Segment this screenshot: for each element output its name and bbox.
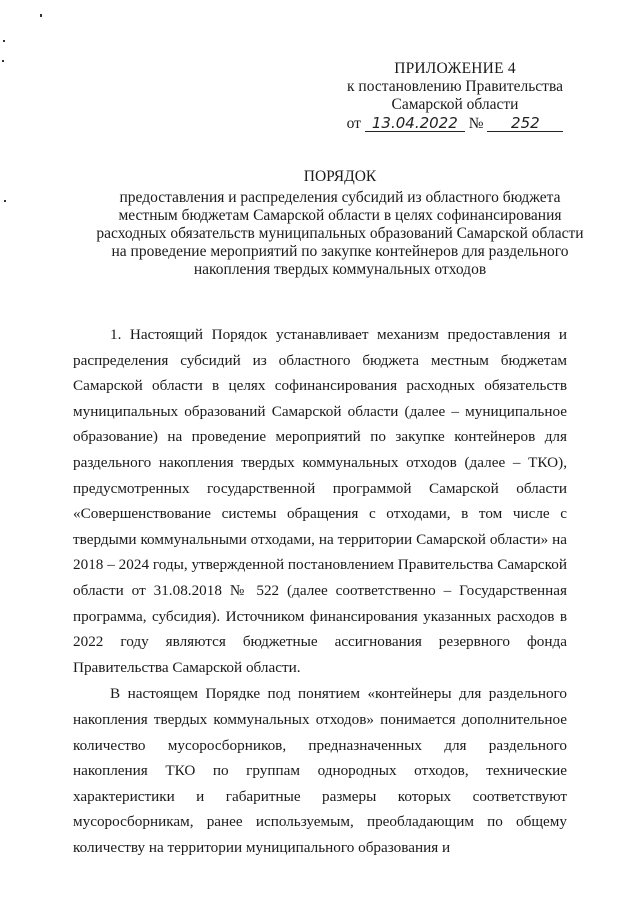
scan-mark [4, 200, 6, 202]
number-prefix: № [468, 115, 484, 132]
scan-mark [40, 14, 42, 17]
appendix-heading: ПРИЛОЖЕНИЕ 4 [394, 60, 516, 77]
date-prefix: от [346, 115, 361, 132]
handwritten-date: 13.04.2022 [365, 116, 465, 132]
appendix-line-1: к постановлению Правительства [347, 78, 563, 95]
body-paragraph: 1. Настоящий Порядок устанавливает механизм предоставления и распределения субсидий из областного бюджета местным бюджетам Самарской области в целях софинансирования расходных обязательств муниципальных образований Самарской области (далее – муниципальное образование) на проведение мероприятий по закупке контейнеров для раздельного накопления твердых коммунальных отходов (далее – ТКО), предусмотренных государственной программой Самарской области «Совершенствование системы обращения с отходами, в том числе с твердыми коммунальными отходами, на территории Самарской области» на 2018 – 2024 годы, утвержденной постановлением Правительства Самарской области от 31.08.2018 № 522 (далее соответственно – Государственная программа, субсидия). Источником финансирования указанных расходов в 2022 году являются бюджетные ассигнования резервного фонда Правительства Самарской области. [73, 326, 567, 676]
appendix-line-2: Самарской области [391, 96, 519, 113]
document-body [73, 322, 567, 860]
scan-mark [2, 60, 4, 62]
title-line: накопления твердых коммунальных отходов [193, 261, 487, 278]
title-line: на проведение мероприятий по закупке контейнеров для раздельного [111, 243, 569, 260]
title-line: расходных обязательств муниципальных образований Самарской области [96, 225, 584, 242]
document-title [60, 168, 620, 279]
title-main: ПОРЯДОК [303, 168, 377, 185]
body-paragraph: В настоящем Порядке под понятием «контейнеры для раздельного накопления твердых коммунальных отходов» понимается дополнительное количество мусоросборников, предназначенных для раздельного накопления ТКО по группам однородных отходов, технические характеристики и габаритные размеры которых соответствуют мусоросборникам, ранее используемым, преобладающим по общему количеству на территории муниципального образования и [73, 685, 567, 856]
title-line: местным бюджетам Самарской области в целях софинансирования [118, 207, 562, 224]
handwritten-number: 252 [487, 116, 563, 132]
scan-mark [3, 40, 5, 42]
approval-date-line [335, 115, 575, 133]
approval-block [335, 60, 575, 133]
title-line: предоставления и распределения субсидий из областного бюджета [119, 189, 561, 206]
